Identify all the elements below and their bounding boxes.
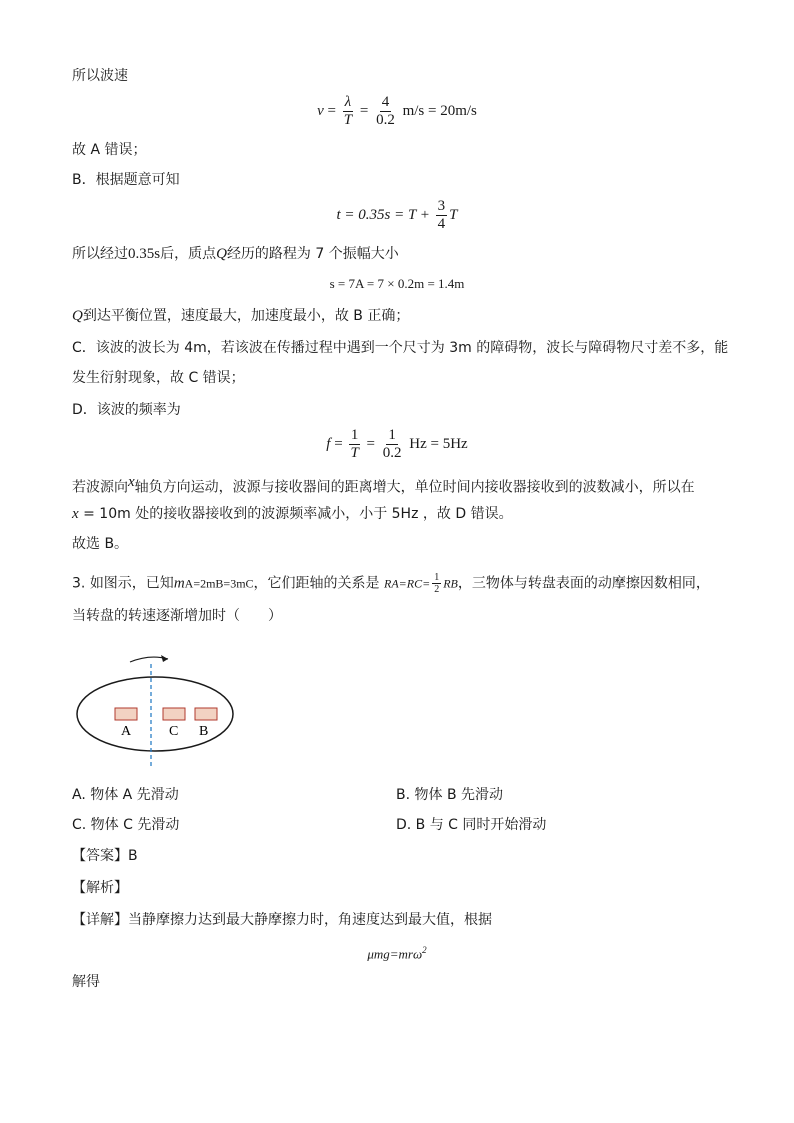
numerator: 3 — [437, 198, 446, 214]
text-seg: 所以经过 — [72, 246, 128, 262]
text-seg: 到达平衡位置，速度最大，加速度最小，故 B 正确； — [82, 308, 410, 324]
text-seg: ，三物体与转盘表面的动摩擦因数相同， — [457, 575, 710, 592]
numerator: 4 — [381, 94, 390, 110]
block-b — [195, 708, 217, 720]
text-line: 解得 — [72, 974, 100, 990]
text-line — [72, 472, 695, 498]
numerator: λ — [344, 94, 352, 110]
numerator: 1 — [434, 572, 440, 583]
block-c — [163, 708, 185, 720]
denominator: 0.2 — [382, 445, 402, 461]
text-seg: x — [128, 474, 135, 490]
fraction — [436, 198, 448, 233]
eq-f: f — [326, 435, 331, 452]
label-b: B — [199, 724, 209, 739]
arrow-head-icon — [161, 655, 168, 662]
text-line: C．该波的波长为 4m，若该波在传播过程中遇到一个尺寸为 3m 的障碍物，波长与障碍物尺寸差不多，能 — [72, 340, 729, 356]
text-seg: 若波源向 — [72, 479, 128, 496]
equation-frequency: f = $\frac{1}{T}$ = $\frac{1}{0.2}$ Hz = 5Hz — [326, 427, 468, 461]
equation-time — [0, 198, 794, 233]
eq-sup: 2 — [422, 945, 427, 955]
text-line: 发生衍射现象，故 C 错误； — [72, 370, 245, 386]
text-line: 故选 B。 — [72, 536, 129, 552]
text-line — [72, 244, 399, 264]
text-seg: m — [173, 575, 185, 592]
option-d[interactable]: D. B 与 C 同时开始滑动 — [396, 817, 547, 833]
option-a[interactable]: A. 物体 A 先滑动 — [72, 787, 179, 803]
denominator: 2 — [434, 584, 440, 595]
text-line: D．该波的频率为 — [72, 402, 181, 418]
denominator: 0.2 — [376, 112, 395, 128]
option-b[interactable]: B. 物体 B 先滑动 — [396, 787, 504, 803]
question-stem — [72, 572, 710, 595]
denominator: 4 — [437, 216, 446, 232]
fraction — [348, 427, 360, 462]
equation-wave-speed: v = $\frac{\lambda}{T}$ = $\frac{4}{0.2}$ m/s = 20m/s — [317, 94, 477, 128]
text-seg: RB — [443, 576, 458, 591]
eq-body: μmg=mrω — [367, 946, 423, 962]
text-line: 所以波速 — [72, 68, 128, 84]
option-c[interactable]: C. 物体 C 先滑动 — [72, 817, 180, 833]
eq-v: v — [317, 102, 324, 119]
fraction — [342, 94, 354, 129]
answer-label: 【答案】B — [72, 848, 138, 864]
text-seg: A=2mB=3mC — [184, 576, 254, 591]
text-seg: x — [72, 506, 79, 522]
block-a — [115, 708, 137, 720]
turntable-figure — [70, 650, 240, 775]
numerator: 1 — [388, 427, 396, 443]
question-number: 3. — [72, 575, 86, 592]
question-stem-line2: 当转盘的转速逐渐增加时（ ） — [72, 608, 282, 624]
eq-t: t = 0.35s = T + — [336, 206, 430, 223]
text-seg: 0.35s — [128, 246, 161, 262]
text-seg: = 10m 处的接收器接收到的波源频率减小，小于 5Hz ，故 D 错误。 — [78, 506, 513, 522]
text-line: 故 A 错误； — [72, 142, 147, 158]
label-c: C — [169, 724, 179, 739]
equation-distance: s = 7A = 7 × 0.2m = 1.4m — [329, 276, 465, 291]
equation-friction — [0, 940, 794, 964]
text-seg: Q — [216, 246, 227, 262]
fraction — [432, 572, 441, 595]
text-line — [72, 306, 409, 326]
eq-tail: T — [449, 206, 458, 223]
text-seg: ，它们距轴的关系是 — [253, 575, 380, 592]
numerator: 1 — [350, 427, 359, 443]
text-seg: 如图示，已知 — [89, 575, 174, 592]
eq-tail: Hz = 5Hz — [409, 435, 468, 452]
label-a: A — [121, 724, 132, 739]
text-line: B．根据题意可知 — [72, 172, 180, 188]
analysis-label: 【解析】 — [72, 880, 128, 896]
denominator: T — [350, 445, 359, 461]
detail-text: 【详解】当静摩擦力达到最大静摩擦力时，角速度达到最大值，根据 — [72, 912, 492, 928]
text-seg: RA=RC= — [384, 576, 431, 591]
text-seg: 轴负方向运动，波源与接收器间的距离增大，单位时间内接收器接收到的波数减小，所以在 — [134, 479, 695, 496]
eq-tail: m/s = 20m/s — [402, 102, 477, 119]
text-seg: 后，质点 — [160, 246, 217, 262]
denominator: T — [343, 112, 353, 128]
fraction — [381, 427, 404, 462]
fraction — [374, 94, 397, 129]
text-line — [72, 504, 513, 524]
text-seg: 经历的路程为 7 个振幅大小 — [226, 246, 399, 262]
text-seg: Q — [72, 308, 83, 324]
